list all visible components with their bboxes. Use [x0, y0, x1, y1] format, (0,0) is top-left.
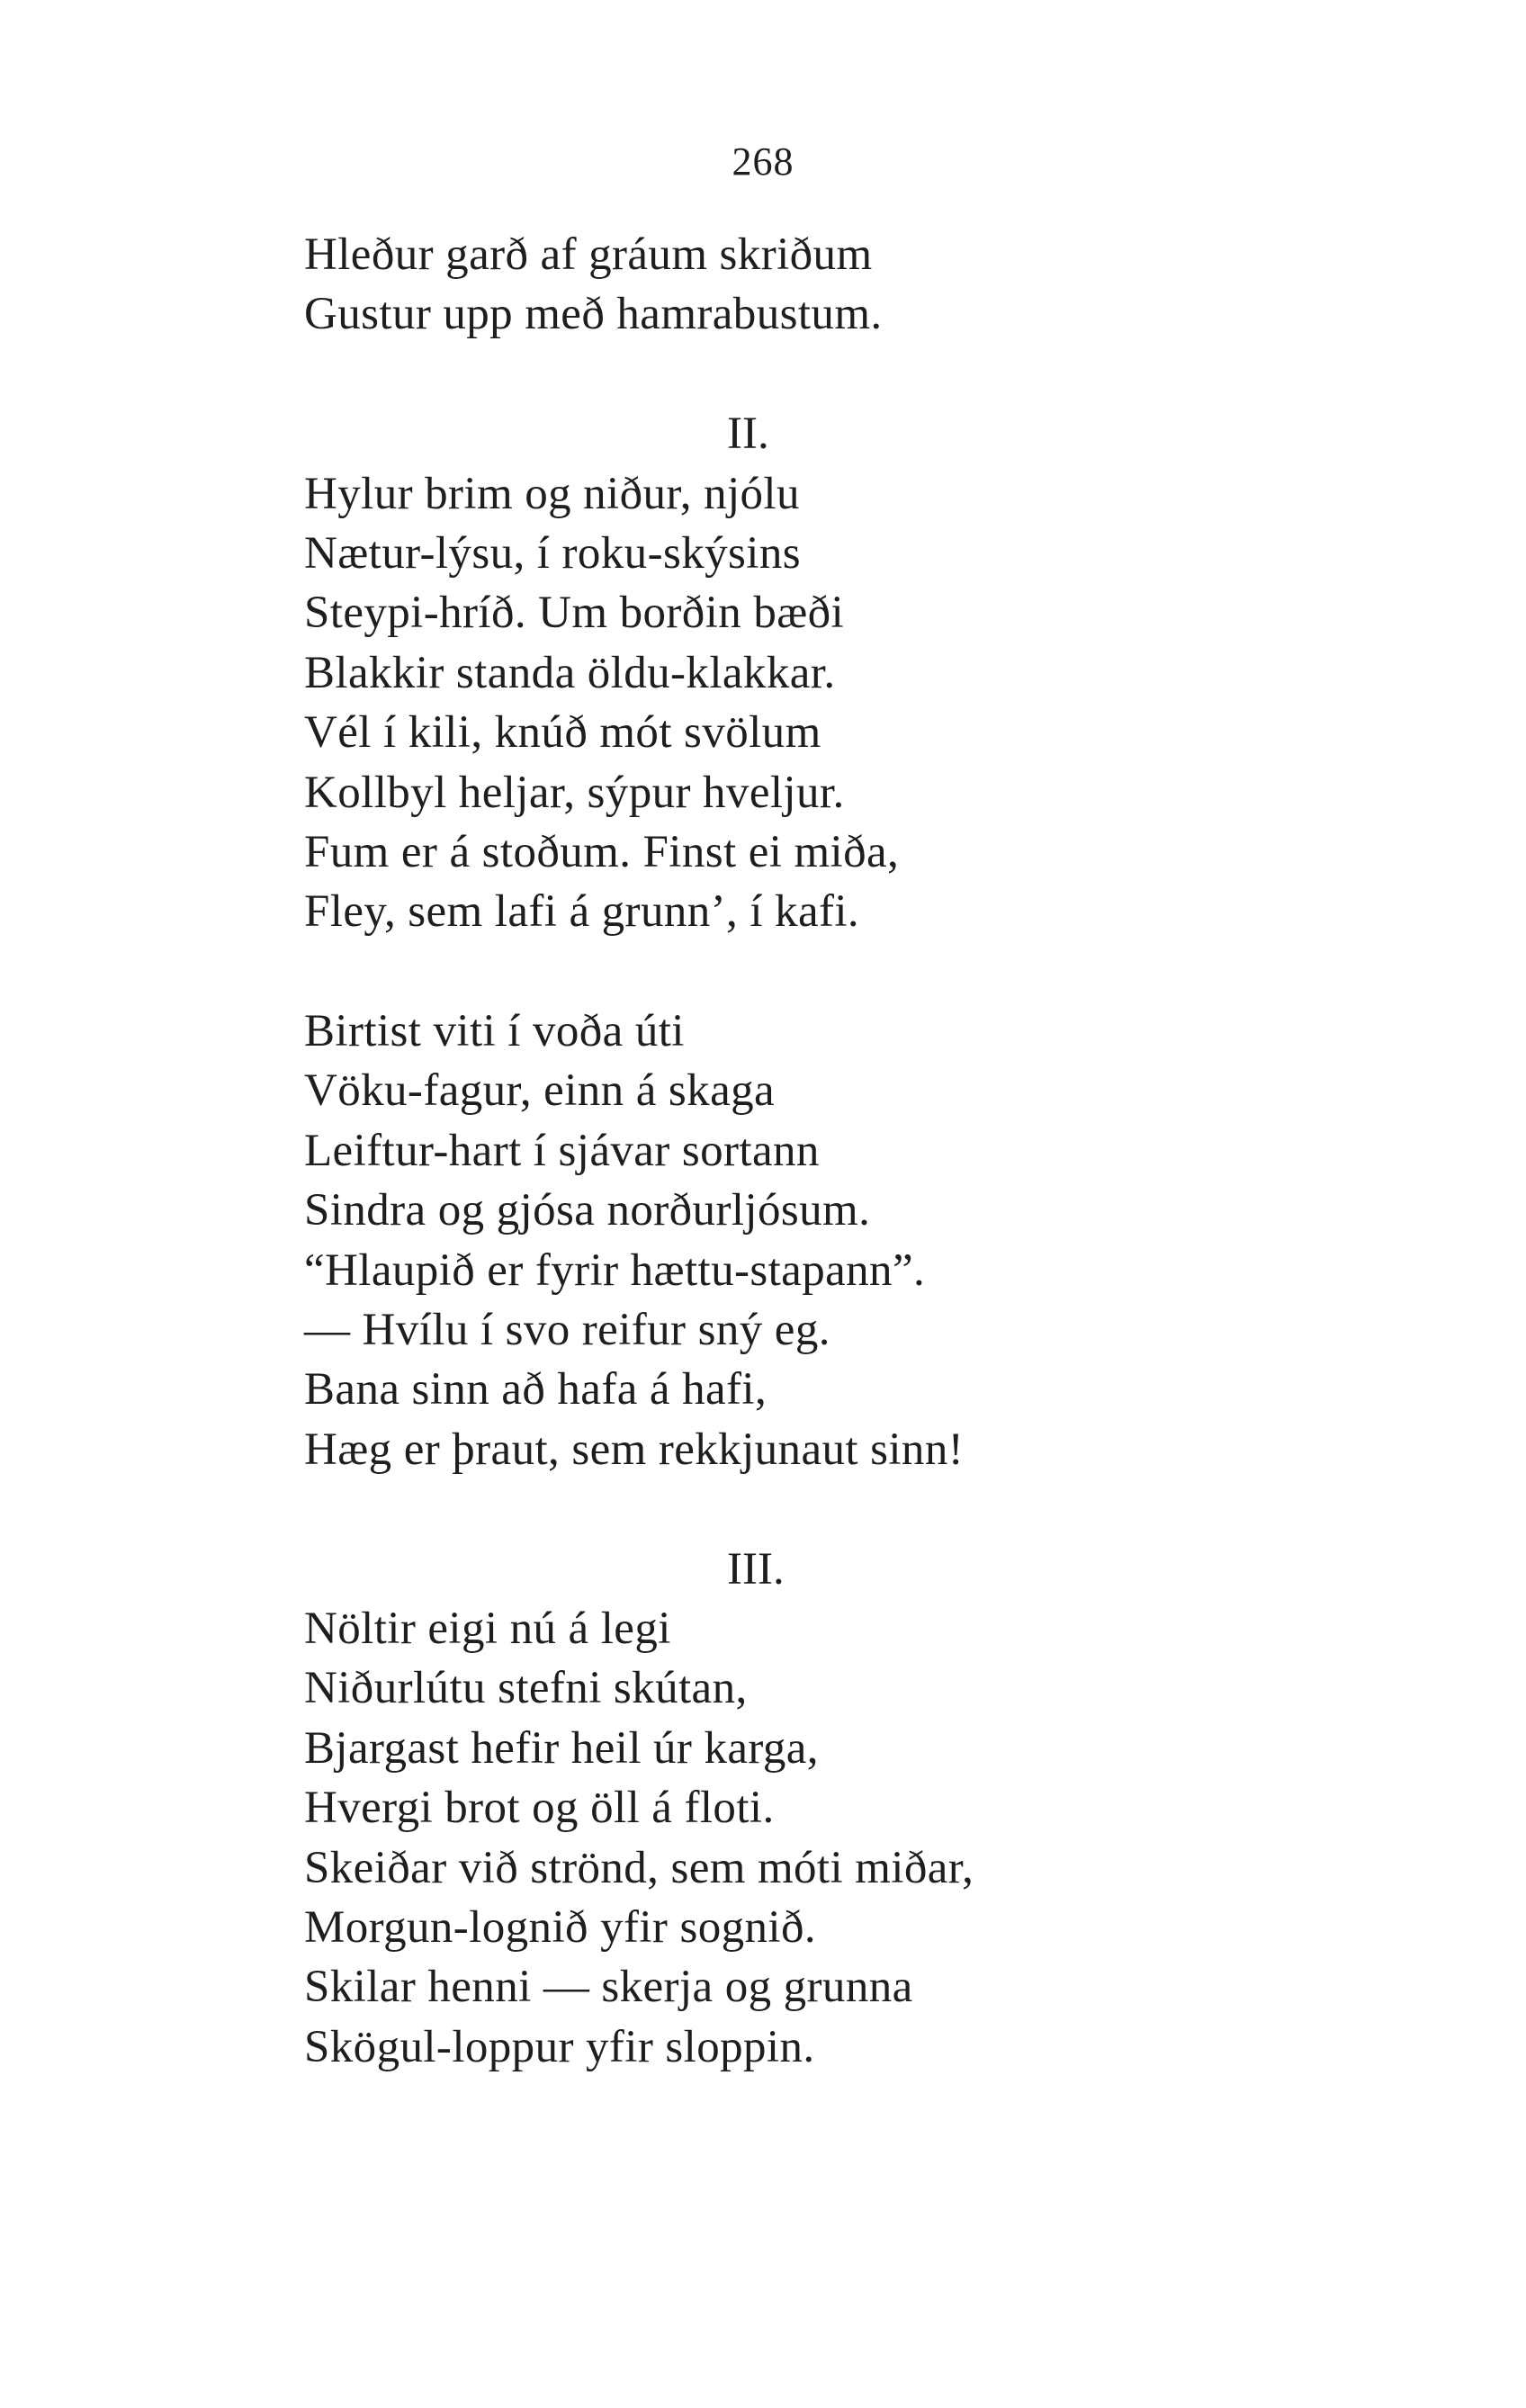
poem-line: Bjargast hefir heil úr karga, — [304, 1722, 819, 1774]
poem-line: Vél í kili, knúð mót svölum — [304, 707, 821, 759]
poem-line: Morgun-lognið yfir sognið. — [304, 1901, 817, 1953]
poem-line: “Hlaupið er fyrir hættu-stapann”. — [304, 1244, 926, 1296]
poem-line: Skilar henni — skerja og grunna — [304, 1962, 913, 2013]
section-number-iii: III. — [727, 1543, 785, 1595]
poem-line: Gustur upp með hamrabustum. — [304, 289, 883, 340]
poem-line: Steypi-hríð. Um borðin bæði — [304, 588, 845, 639]
poem-line: Kollbyl heljar, sýpur hveljur. — [304, 767, 845, 818]
poem-line: Leiftur-hart í sjávar sortann — [304, 1125, 820, 1176]
poem-line: Vöku-fagur, einn á skaga — [304, 1065, 776, 1117]
poem-line: Birtist viti í voða úti — [304, 1006, 685, 1057]
poem-line: Hæg er þraut, sem rekkjunaut sinn! — [304, 1424, 965, 1475]
page-number: 268 — [732, 139, 794, 184]
poem-line: Fum er á stoðum. Finst ei miða, — [304, 826, 900, 877]
poem-line: Nætur-lýsu, í roku-skýsins — [304, 527, 801, 579]
poem-line: Fley, sem lafi á grunn’, í kafi. — [304, 886, 860, 938]
stanza-gap — [304, 942, 1294, 1002]
stanza-gap — [304, 1479, 1294, 1539]
poem-line: Hvergi brot og öll á floti. — [304, 1783, 775, 1834]
poem-line: Bana sinn að hafa á hafi, — [304, 1364, 767, 1415]
poem-line: Nöltir eigi nú á legi — [304, 1603, 671, 1654]
poem-line: Niðurlútu stefni skútan, — [304, 1663, 748, 1714]
stanza-gap — [304, 345, 1294, 404]
poem-line: Hleður garð af gráum skriðum — [304, 229, 873, 280]
poem-line: Hylur brim og niður, njólu — [304, 468, 800, 519]
poem-line: Skögul-loppur yfir sloppin. — [304, 2021, 815, 2072]
poem-line: — Hvílu í svo reifur sný eg. — [304, 1305, 830, 1356]
poem-line: Blakkir standa öldu-klakkar. — [304, 647, 836, 698]
section-number-ii: II. — [727, 409, 769, 460]
poem-text — [304, 225, 1294, 2077]
poem-line: Sindra og gjósa norðurljósum. — [304, 1185, 871, 1236]
poem-line: Skeiðar við strönd, sem móti miðar, — [304, 1842, 974, 1893]
